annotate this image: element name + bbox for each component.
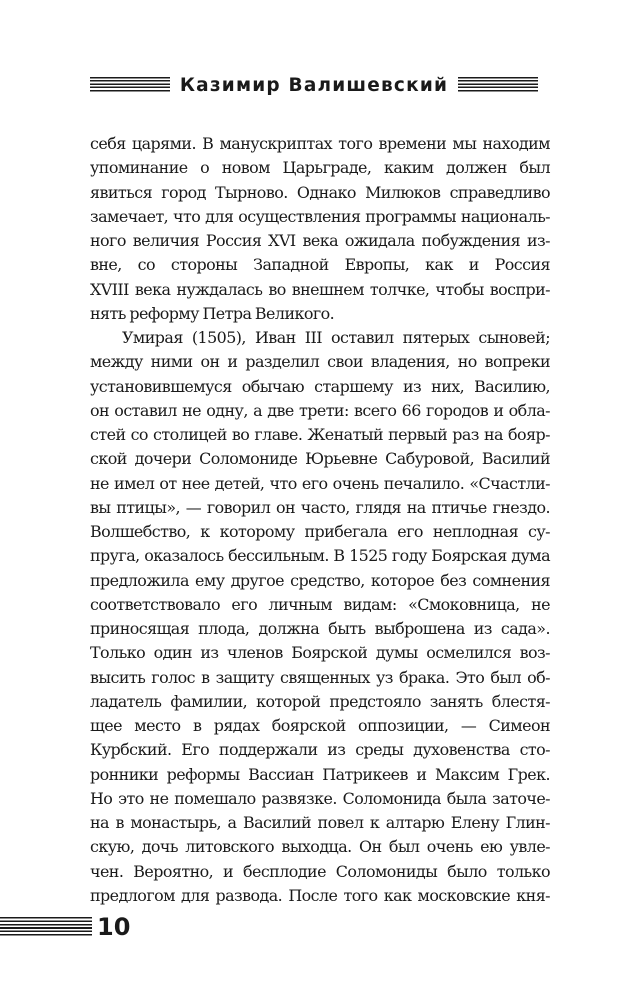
text-line: приносящая плода, должна быть выброшена из сада». <box>90 619 550 638</box>
text-line: ного величия Россия XVI века ожидала побуждения из- <box>90 231 550 250</box>
running-header <box>90 70 538 100</box>
text-line: скую, дочь литовского выходца. Он был очень ею увле- <box>90 837 550 857</box>
text-line: Волшебство, к которому прибегала его неплодная су- <box>90 522 550 541</box>
text-line: установившемуся обычаю старшему из них, Василию, <box>90 376 550 396</box>
text-line: щее место в рядах боярской оппозиции, — Симеон <box>90 716 550 735</box>
text-line: нять реформу Петра Великого. <box>90 303 335 323</box>
text-line: пруга, оказалось бессильным. В 1525 году Боярская дума <box>90 546 550 566</box>
text-line: явиться город Тырново. Однако Милюков справедливо <box>90 182 550 202</box>
page-number: 10 <box>97 913 131 941</box>
footer-stripes <box>0 917 92 937</box>
paragraph-first-line: Умирая (1505), Иван III оставил пятерых сыновей; <box>122 328 550 347</box>
text-line: стей со столицей во главе. Женатый первый раз на бояр- <box>90 425 550 444</box>
text-line: чен. Вероятно, и бесплодие Соломониды было только <box>90 861 550 881</box>
text-line: XVIII века нуждалась во внешнем толчке, чтобы воспри- <box>90 279 550 299</box>
text-line: соответствовало его личным видам: «Смоковница, не <box>90 594 550 614</box>
text-line: Курбский. Его поддержали из среды духовенства сто- <box>90 740 550 760</box>
text-line: ронники реформы Вассиан Патрикеев и Максим Грек. <box>90 764 550 784</box>
page-footer <box>0 910 130 944</box>
text-line: замечает, что для осуществления программы националь- <box>90 206 550 226</box>
text-line: высить голос в защиту священных уз брака. Это был об- <box>90 667 550 687</box>
text-line: вы птицы», — говорил он часто, глядя на птичье гнездо. <box>90 497 550 517</box>
text-line: вне, со стороны Западной Европы, как и Россия <box>90 255 550 275</box>
text-line: упоминание о новом Царьграде, каким должен был <box>90 158 550 178</box>
body-text <box>90 132 550 908</box>
text-line: не имел от нее детей, что его очень печалило. «Счастли- <box>90 473 550 493</box>
text-line: предлогом для развода. После того как московские кня- <box>90 885 550 905</box>
text-line: Но это не помешало развязке. Соломонида была заточе- <box>90 788 550 808</box>
text-line: предложила ему другое средство, которое без сомнения <box>90 570 550 590</box>
text-line: он оставил не одну, а две трети: всего 66 городов и обла- <box>90 400 550 420</box>
text-line: себя царями. В манускриптах того времени мы находим <box>90 134 550 153</box>
text-line: ладатель фамилии, которой предстояло занять блестя- <box>90 691 550 711</box>
text-line: ской дочери Соломониде Юрьевне Сабуровой, Василий <box>90 449 550 469</box>
header-stripes-left <box>90 77 170 93</box>
text-line: между ними он и разделил свои владения, но вопреки <box>90 352 550 372</box>
running-header-title: Казимир Валишевский <box>179 74 449 96</box>
text-line: Только один из членов Боярской думы осмелился воз- <box>90 643 550 663</box>
text-line: на в монастырь, а Василий повел к алтарю Елену Глин- <box>90 813 550 832</box>
header-stripes-right <box>458 77 538 93</box>
